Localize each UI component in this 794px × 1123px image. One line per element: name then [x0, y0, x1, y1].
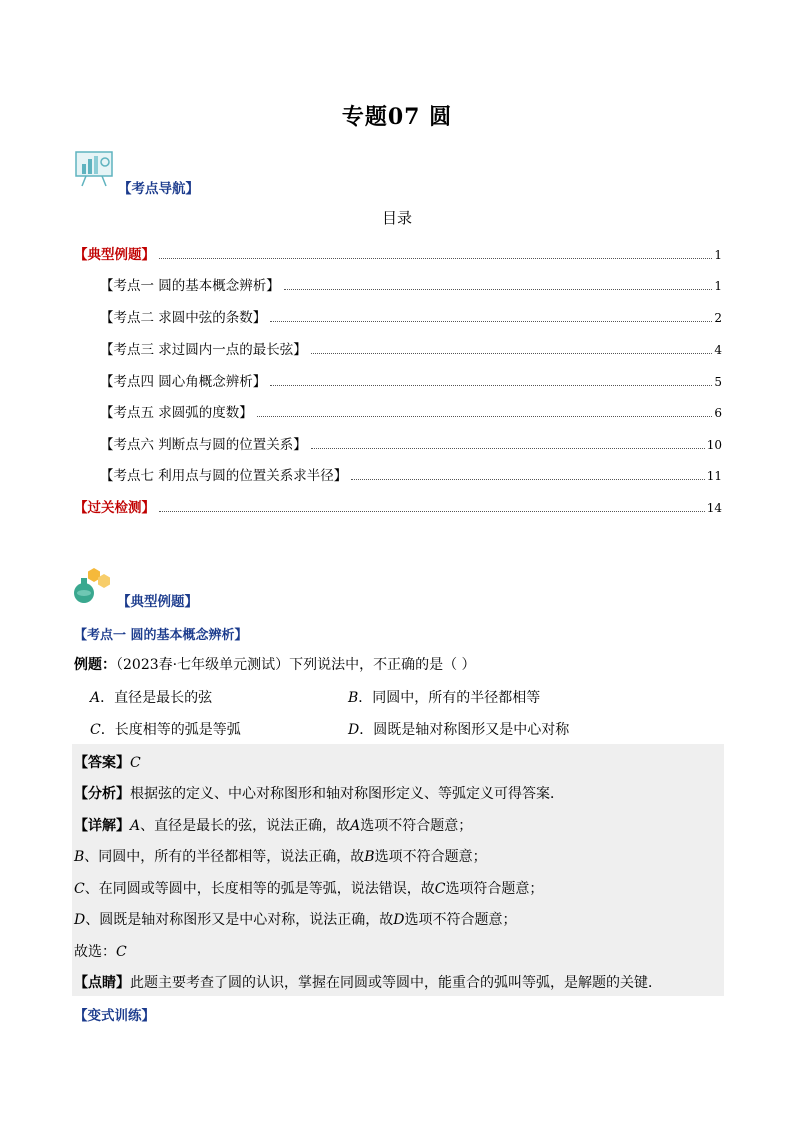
page-title: 专题07 圆 [341, 104, 453, 130]
analysis-line [74, 783, 564, 803]
option-letter: D [348, 722, 360, 738]
choice-text: 故选： [74, 944, 116, 960]
nav-section-label: 【考点导航】 [118, 181, 199, 197]
toc-page-number: 1 [714, 279, 722, 293]
detail-text: 、同圆中，所有的半径都相等，说法正确，故 [84, 849, 365, 865]
comment-text: 此题主要考查了圆的认识，掌握在同圆或等圆中，能重合的弧叫等弧，是解题的关键． [130, 975, 662, 991]
detail-line [74, 846, 487, 866]
choice-value: C [116, 944, 127, 960]
option-letter: B [348, 690, 359, 706]
detail-letter: A [350, 818, 361, 834]
toc-leader [311, 447, 705, 449]
question-text: （2023春·七年级单元测试）下列说法中，不正确的是（ ） [116, 657, 476, 673]
variant-training-label: 【变式训练】 [74, 1008, 155, 1024]
toc-page-number: 10 [706, 438, 722, 452]
toc-entry-label: 【考点七 利用点与圆的位置关系求半径】 [100, 468, 348, 484]
choice-line [74, 941, 127, 961]
toc-leader [159, 257, 712, 259]
toc-entry[interactable] [100, 464, 722, 484]
toc-leader [159, 510, 705, 512]
toc-entry-label: 【考点五 求圆弧的度数】 [100, 405, 253, 421]
detail-letter: B [364, 849, 375, 865]
detail-letter: C [434, 881, 446, 897]
toc-entry-label: 【考点四 圆心角概念辨析】 [100, 374, 267, 390]
comment-tag: 【点睛】 [74, 975, 130, 991]
comment-line [74, 972, 662, 992]
detail-text: 选项不符合题意； [360, 818, 473, 834]
detail-text: 、在同圆或等圆中，长度相等的弧是等弧，说法错误，故 [84, 881, 435, 897]
detail-letter: A [130, 818, 141, 834]
detail-line [74, 815, 472, 835]
kaodian-heading: 【考点一 圆的基本概念辨析】 [74, 628, 248, 643]
answer-panel [72, 744, 724, 996]
option-text: ．直径是最长的弦 [100, 690, 213, 706]
toc-leader [257, 415, 713, 417]
toc-entry[interactable] [100, 401, 722, 421]
toc-entry[interactable] [74, 243, 722, 263]
toc-entry[interactable] [100, 338, 722, 358]
toc-page-number: 2 [714, 311, 722, 325]
detail-text: 、直径是最长的弦，说法正确，故 [140, 818, 351, 834]
detail-text: 选项不符合题意； [404, 912, 517, 928]
toc-leader [284, 288, 713, 290]
toc-leader [311, 352, 713, 354]
detail-line [74, 878, 543, 898]
toc-entry[interactable] [100, 370, 722, 390]
detail-tag: 【详解】 [74, 818, 130, 834]
toc-entry-label: 【典型例题】 [74, 247, 155, 263]
toc-page-number: 4 [714, 343, 722, 357]
toc-leader [270, 384, 712, 386]
toc-entry-label: 【考点一 圆的基本概念辨析】 [100, 278, 280, 294]
toc-page-number: 1 [714, 248, 722, 262]
toc-page-number: 11 [706, 469, 722, 483]
presentation-board-icon [74, 148, 116, 188]
analysis-text: 根据弦的定义、中心对称图形和轴对称图形定义、等弧定义可得答案． [130, 786, 564, 802]
toc-entry[interactable] [100, 433, 722, 453]
toc-page-number: 14 [706, 501, 722, 515]
answer-line [74, 752, 141, 772]
answer-value: C [130, 755, 141, 771]
option-a[interactable] [90, 687, 212, 707]
toc-entry[interactable] [74, 496, 722, 516]
toc-entry[interactable] [100, 274, 722, 294]
toc-entry[interactable] [100, 306, 722, 326]
example-section-label: 【典型例题】 [117, 594, 198, 610]
option-text: ．同圆中，所有的半径都相等 [358, 690, 541, 706]
detail-text: 、圆既是轴对称图形又是中心对称，说法正确，故 [85, 912, 394, 928]
option-c[interactable] [90, 719, 241, 739]
toc-leader [270, 320, 712, 322]
toc-entry-label: 【考点二 求圆中弦的条数】 [100, 310, 267, 326]
toc-page-number: 5 [714, 375, 722, 389]
toc-entry-label: 【考点六 判断点与圆的位置关系】 [100, 437, 307, 453]
analysis-tag: 【分析】 [74, 786, 130, 802]
toc-leader [351, 478, 704, 480]
detail-letter: B [74, 849, 85, 865]
toc-entry-label: 【考点三 求过圆内一点的最长弦】 [100, 342, 307, 358]
toc-heading: 目录 [381, 209, 412, 227]
toc-page-number: 6 [714, 406, 722, 420]
example-question [74, 654, 476, 674]
option-d[interactable] [348, 719, 569, 739]
question-prefix: 例题： [74, 657, 116, 673]
option-letter: A [90, 690, 101, 706]
option-b[interactable] [348, 687, 540, 707]
option-letter: C [90, 722, 101, 738]
detail-letter: D [393, 912, 405, 928]
flask-icon [72, 564, 116, 604]
option-text: ．长度相等的弧是等弧 [100, 722, 241, 738]
option-text: ．圆既是轴对称图形又是中心对称 [359, 722, 570, 738]
detail-text: 选项不符合题意； [374, 849, 487, 865]
toc-entry-label: 【过关检测】 [74, 500, 155, 516]
detail-letter: C [74, 881, 85, 897]
detail-letter: D [74, 912, 86, 928]
detail-line [74, 909, 516, 929]
detail-text: 选项符合题意； [445, 881, 544, 897]
answer-tag: 【答案】 [74, 755, 130, 771]
